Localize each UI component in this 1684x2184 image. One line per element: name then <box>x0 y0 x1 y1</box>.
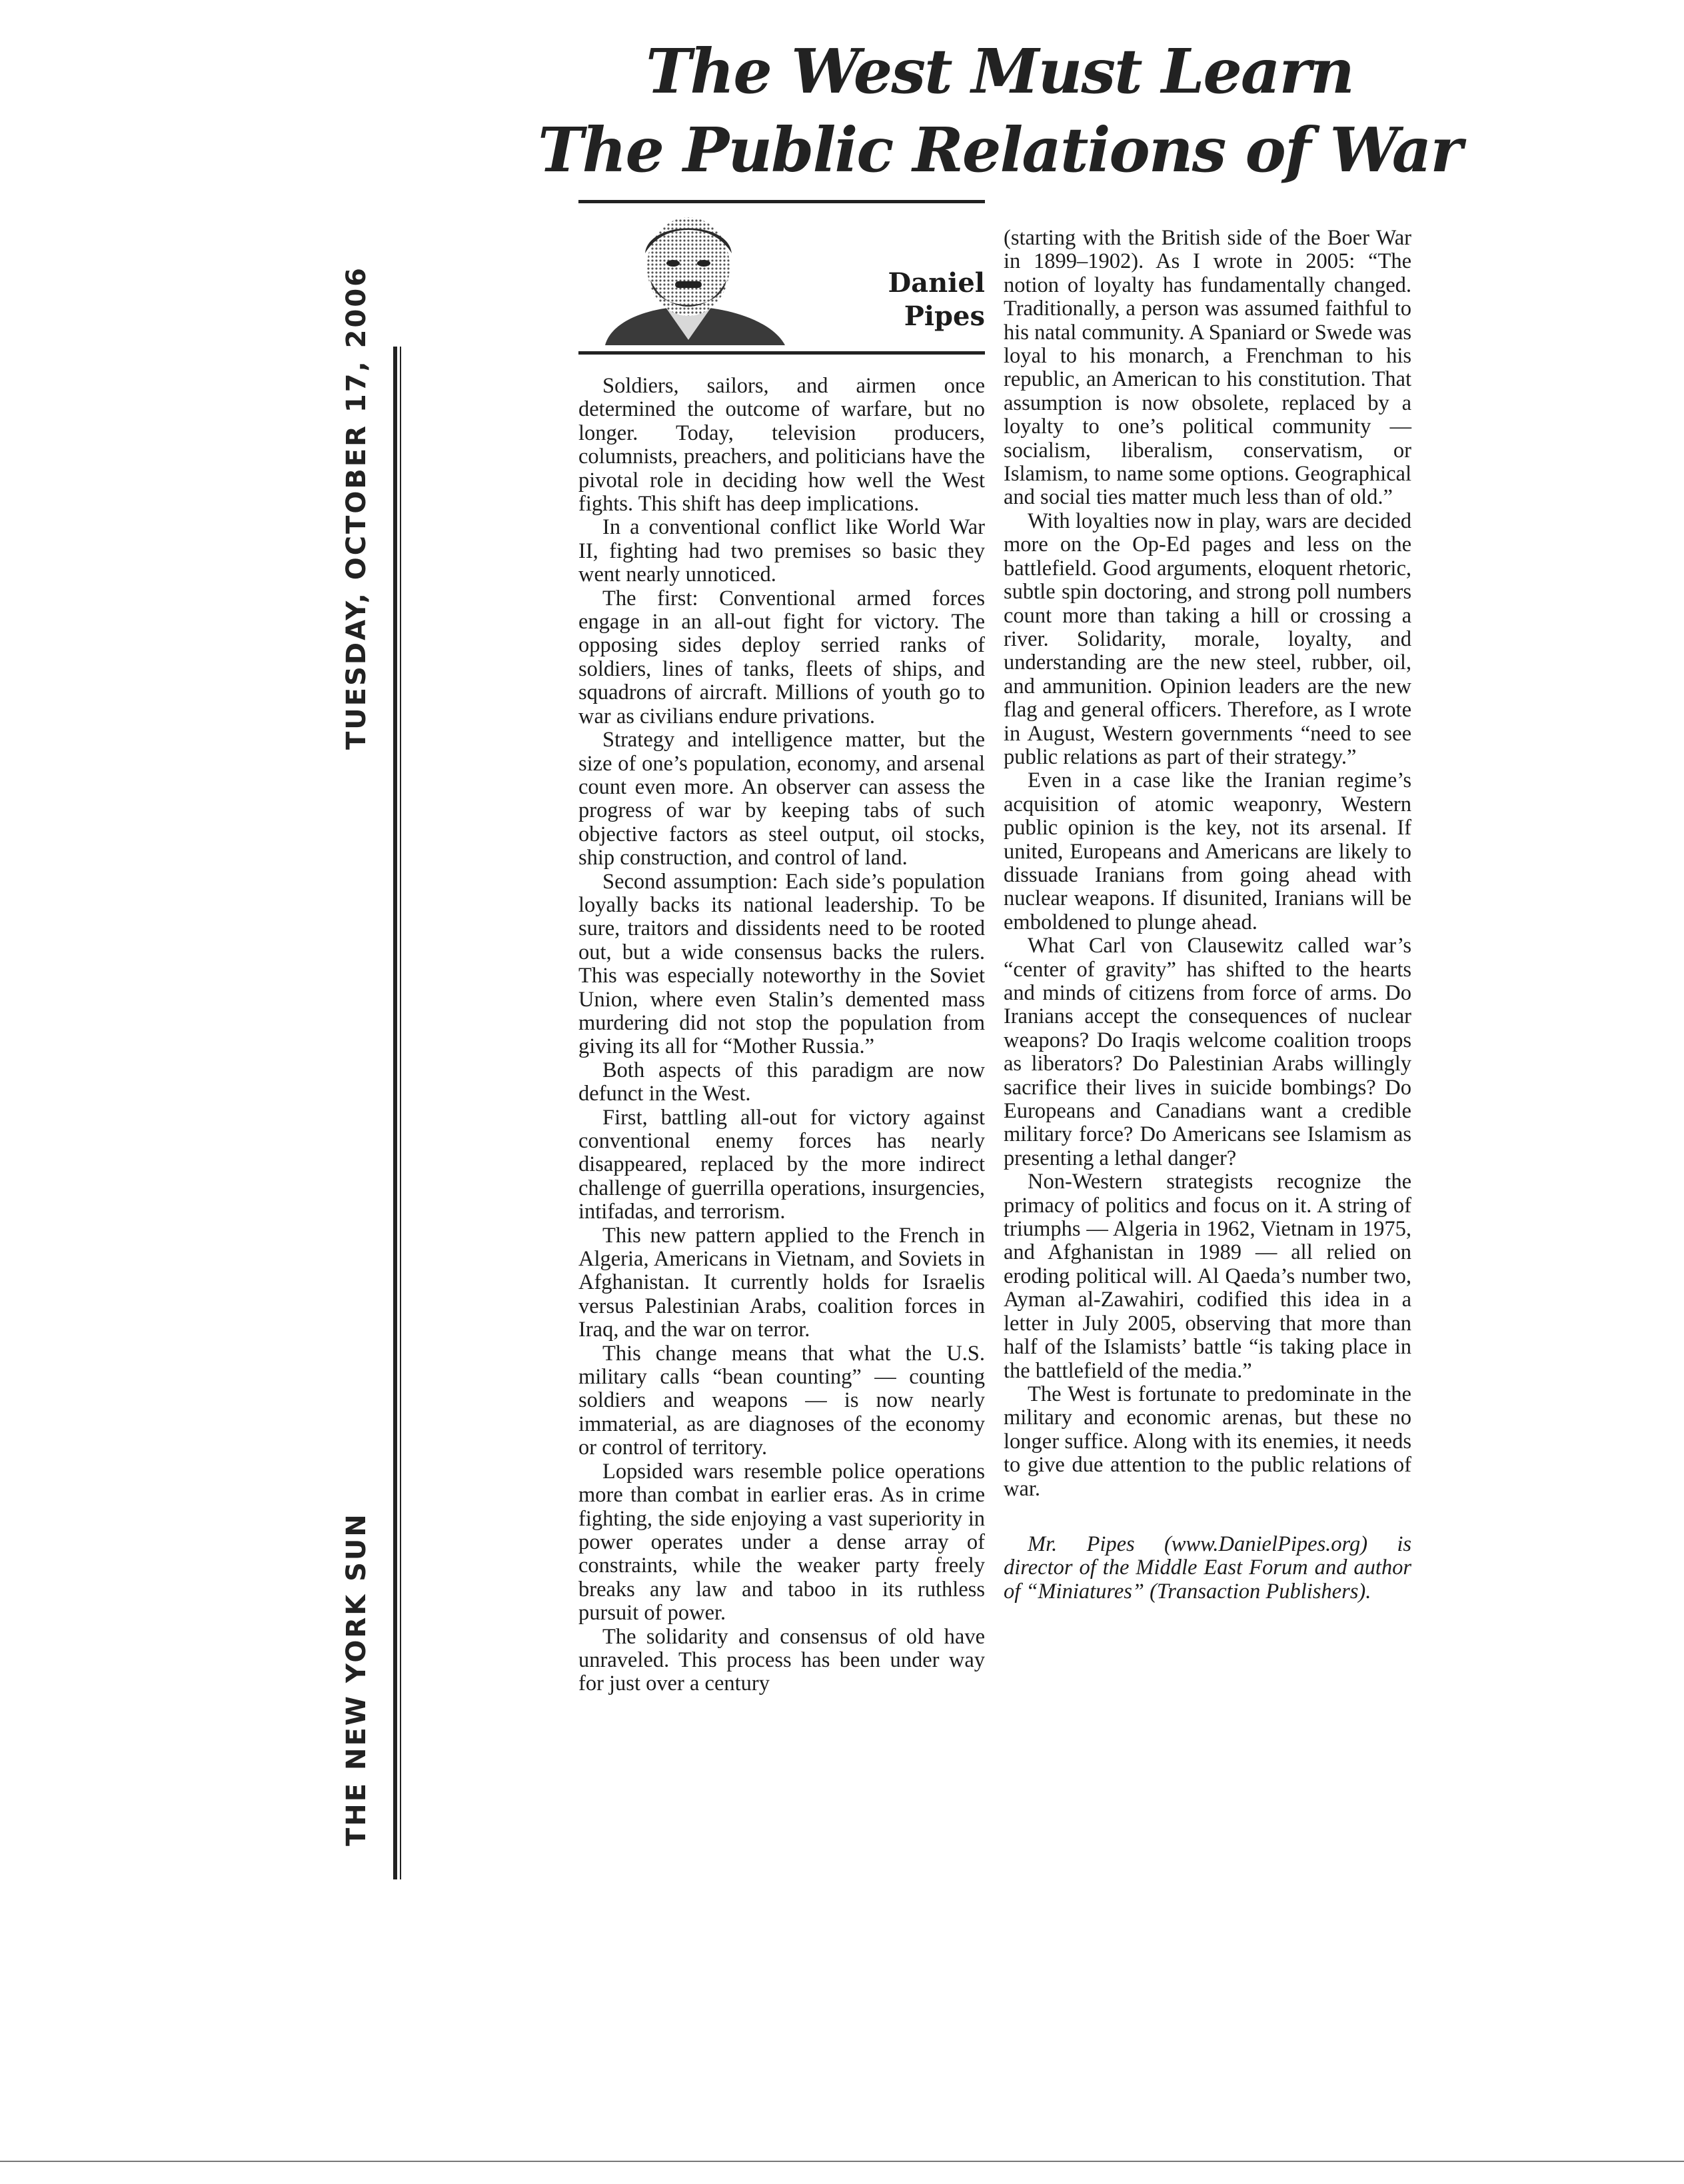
paragraph: Both aspects of this paradigm are now defunct in the West. <box>578 1058 985 1106</box>
paragraph: The solidarity and consensus of old have unraveled. This process has been under way for just over a century <box>578 1624 985 1696</box>
headline-line-1: The West Must Learn <box>646 35 1353 107</box>
vertical-rule-thick <box>393 347 397 1879</box>
paragraph: Soldiers, sailors, and airmen once determined the outcome of warfare, but no longer. Today, television producers, columnists, preachers, and politicians have the pivotal role in deciding how well the West fights. This shift has deep implications. <box>578 374 985 517</box>
publication-name: THE NEW YORK SUN <box>341 1512 372 1846</box>
paragraph-continuation: (starting with the British side of the Boer War in 1899–1902). As I wrote in 2005: “The notion of loyalty has fundamentally changed. Traditionally, a person was assumed faithful to his natal community. A Spaniard or Swede was loyal to his monarch, a Frenchman to his republic, an American to his constitution. That assumption is now obsolete, replaced by a loyalty to one’s political community — socialism, liberalism, conservatism, or Islamism, to name some options. Geographical and social ties matter much less than of old.” <box>1004 226 1411 510</box>
page-bottom-rule <box>0 2161 1684 2162</box>
author-first-name: Daniel <box>888 267 985 299</box>
paragraph: First, battling all-out for victory against conventional enemy forces has nearly disappeared, replaced by the more indirect challenge of guerrilla operations, insurgencies, intifadas, and terrorism. <box>578 1105 985 1224</box>
paragraph: In a conventional conflict like World War II, fighting had two premises so basic they went nearly unnoticed. <box>578 515 985 587</box>
author-portrait-image <box>578 207 798 345</box>
headline <box>520 32 1479 189</box>
vertical-rule-thin <box>400 347 401 1879</box>
author-portrait <box>578 207 798 345</box>
paragraph: The first: Conventional armed forces engage in an all-out fight for victory. The opposing sides deploy serried ranks of soldiers, lines of tanks, fleets of ships, and squadrons of aircraft. Millions of youth go to war as civilians endure privations. <box>578 586 985 728</box>
paragraph: This new pattern applied to the French in Algeria, Americans in Vietnam, and Soviets in Afghanistan. It currently holds for Israelis versus Palestinian Arabs, coalition forces in Iraq, and the war on terror. <box>578 1223 985 1342</box>
article-column-2 <box>1004 227 1411 1604</box>
publication-date: TUESDAY, OCTOBER 17, 2006 <box>341 266 372 750</box>
paragraph: The West is fortunate to predominate in the military and economic arenas, but these no longer suffice. Along with its enemies, it needs to give due attention to the public relations of war. <box>1004 1382 1411 1501</box>
article-column-1 <box>578 375 985 1696</box>
author-name <box>806 267 985 333</box>
paragraph: Lopsided wars resemble police operations more than combat in earlier eras. As in crime fighting, the side enjoying a vast superiority in power operates under a dense array of constraints, while the weaker party freely breaks any law and taboo in its ruthless pursuit of power. <box>578 1459 985 1626</box>
headline-line-2: The Public Relations of War <box>538 114 1461 186</box>
author-footnote <box>1004 1533 1411 1604</box>
paragraph: Second assumption: Each side’s population loyally backs its national leadership. To be sure, traitors and dissidents need to be rooted out, but a wide consensus backs the rulers. This was especially noteworthy in the Soviet Union, where even Stalin’s demented mass murdering did not stop the population from giving its all for “Mother Russia.” <box>578 869 985 1059</box>
paragraph: With loyalties now in play, wars are decided more on the Op-Ed pages and less on the battlefield. Good arguments, eloquent rhetoric, subtle spin doctoring, and strong poll numbers count more than taking a hill or crossing a river. Solidarity, morale, loyalty, and understanding are the new steel, rubber, oil, and ammunition. Opinion leaders are the new flag and general officers. Therefore, as I wrote in August, Western governments “need to see public relations as part of their strategy.” <box>1004 509 1411 769</box>
author-last-name: Pipes <box>904 301 985 332</box>
paragraph: What Carl von Clausewitz called war’s “center of gravity” has shifted to the hearts and minds of citizens from force of arms. Do Iranians accept the consequences of nuclear weapons? Do Iraqis welcome coalition troops as liberators? Do Palestinian Arabs willingly sacrifice their lives in suicide bombings? Do Europeans and Canadians want a credible military force? Do Americans see Islamism as presenting a lethal danger? <box>1004 934 1411 1170</box>
paragraph: Even in a case like the Iranian regime’s acquisition of atomic weaponry, Western public opinion is the key, not its arsenal. If united, Europeans and Americans are likely to dissuade Iranians from going ahead with nuclear weapons. If disunited, Iranians will be emboldened to plunge ahead. <box>1004 768 1411 934</box>
paragraph: Strategy and intelligence matter, but the size of one’s population, economy, and arsenal count even more. An observer can assess the progress of war by keeping tabs of such objective factors as steel output, oil stocks, ship construction, and control of land. <box>578 728 985 870</box>
paragraph: Non-Western strategists recognize the primacy of politics and focus on it. A string of triumphs — Algeria in 1962, Vietnam in 1975, and Afghanistan in 1989 — all relied on eroding political will. Al Qaeda’s number two, Ayman al-Zawahiri, codified this idea in a letter in July 2005, observing that more than half of the Islamists’ battle “is taking place in the battlefield of the media.” <box>1004 1170 1411 1383</box>
footnote-text: Mr. Pipes (www.DanielPipes.org) is director of the Middle East Forum and author of “Miniatures” (Transaction Publishers). <box>1004 1532 1411 1604</box>
paragraph: This change means that what the U.S. military calls “bean counting” — counting soldiers and weapons — is now nearly immaterial, as are diagnoses of the economy or control of territory. <box>578 1341 985 1460</box>
